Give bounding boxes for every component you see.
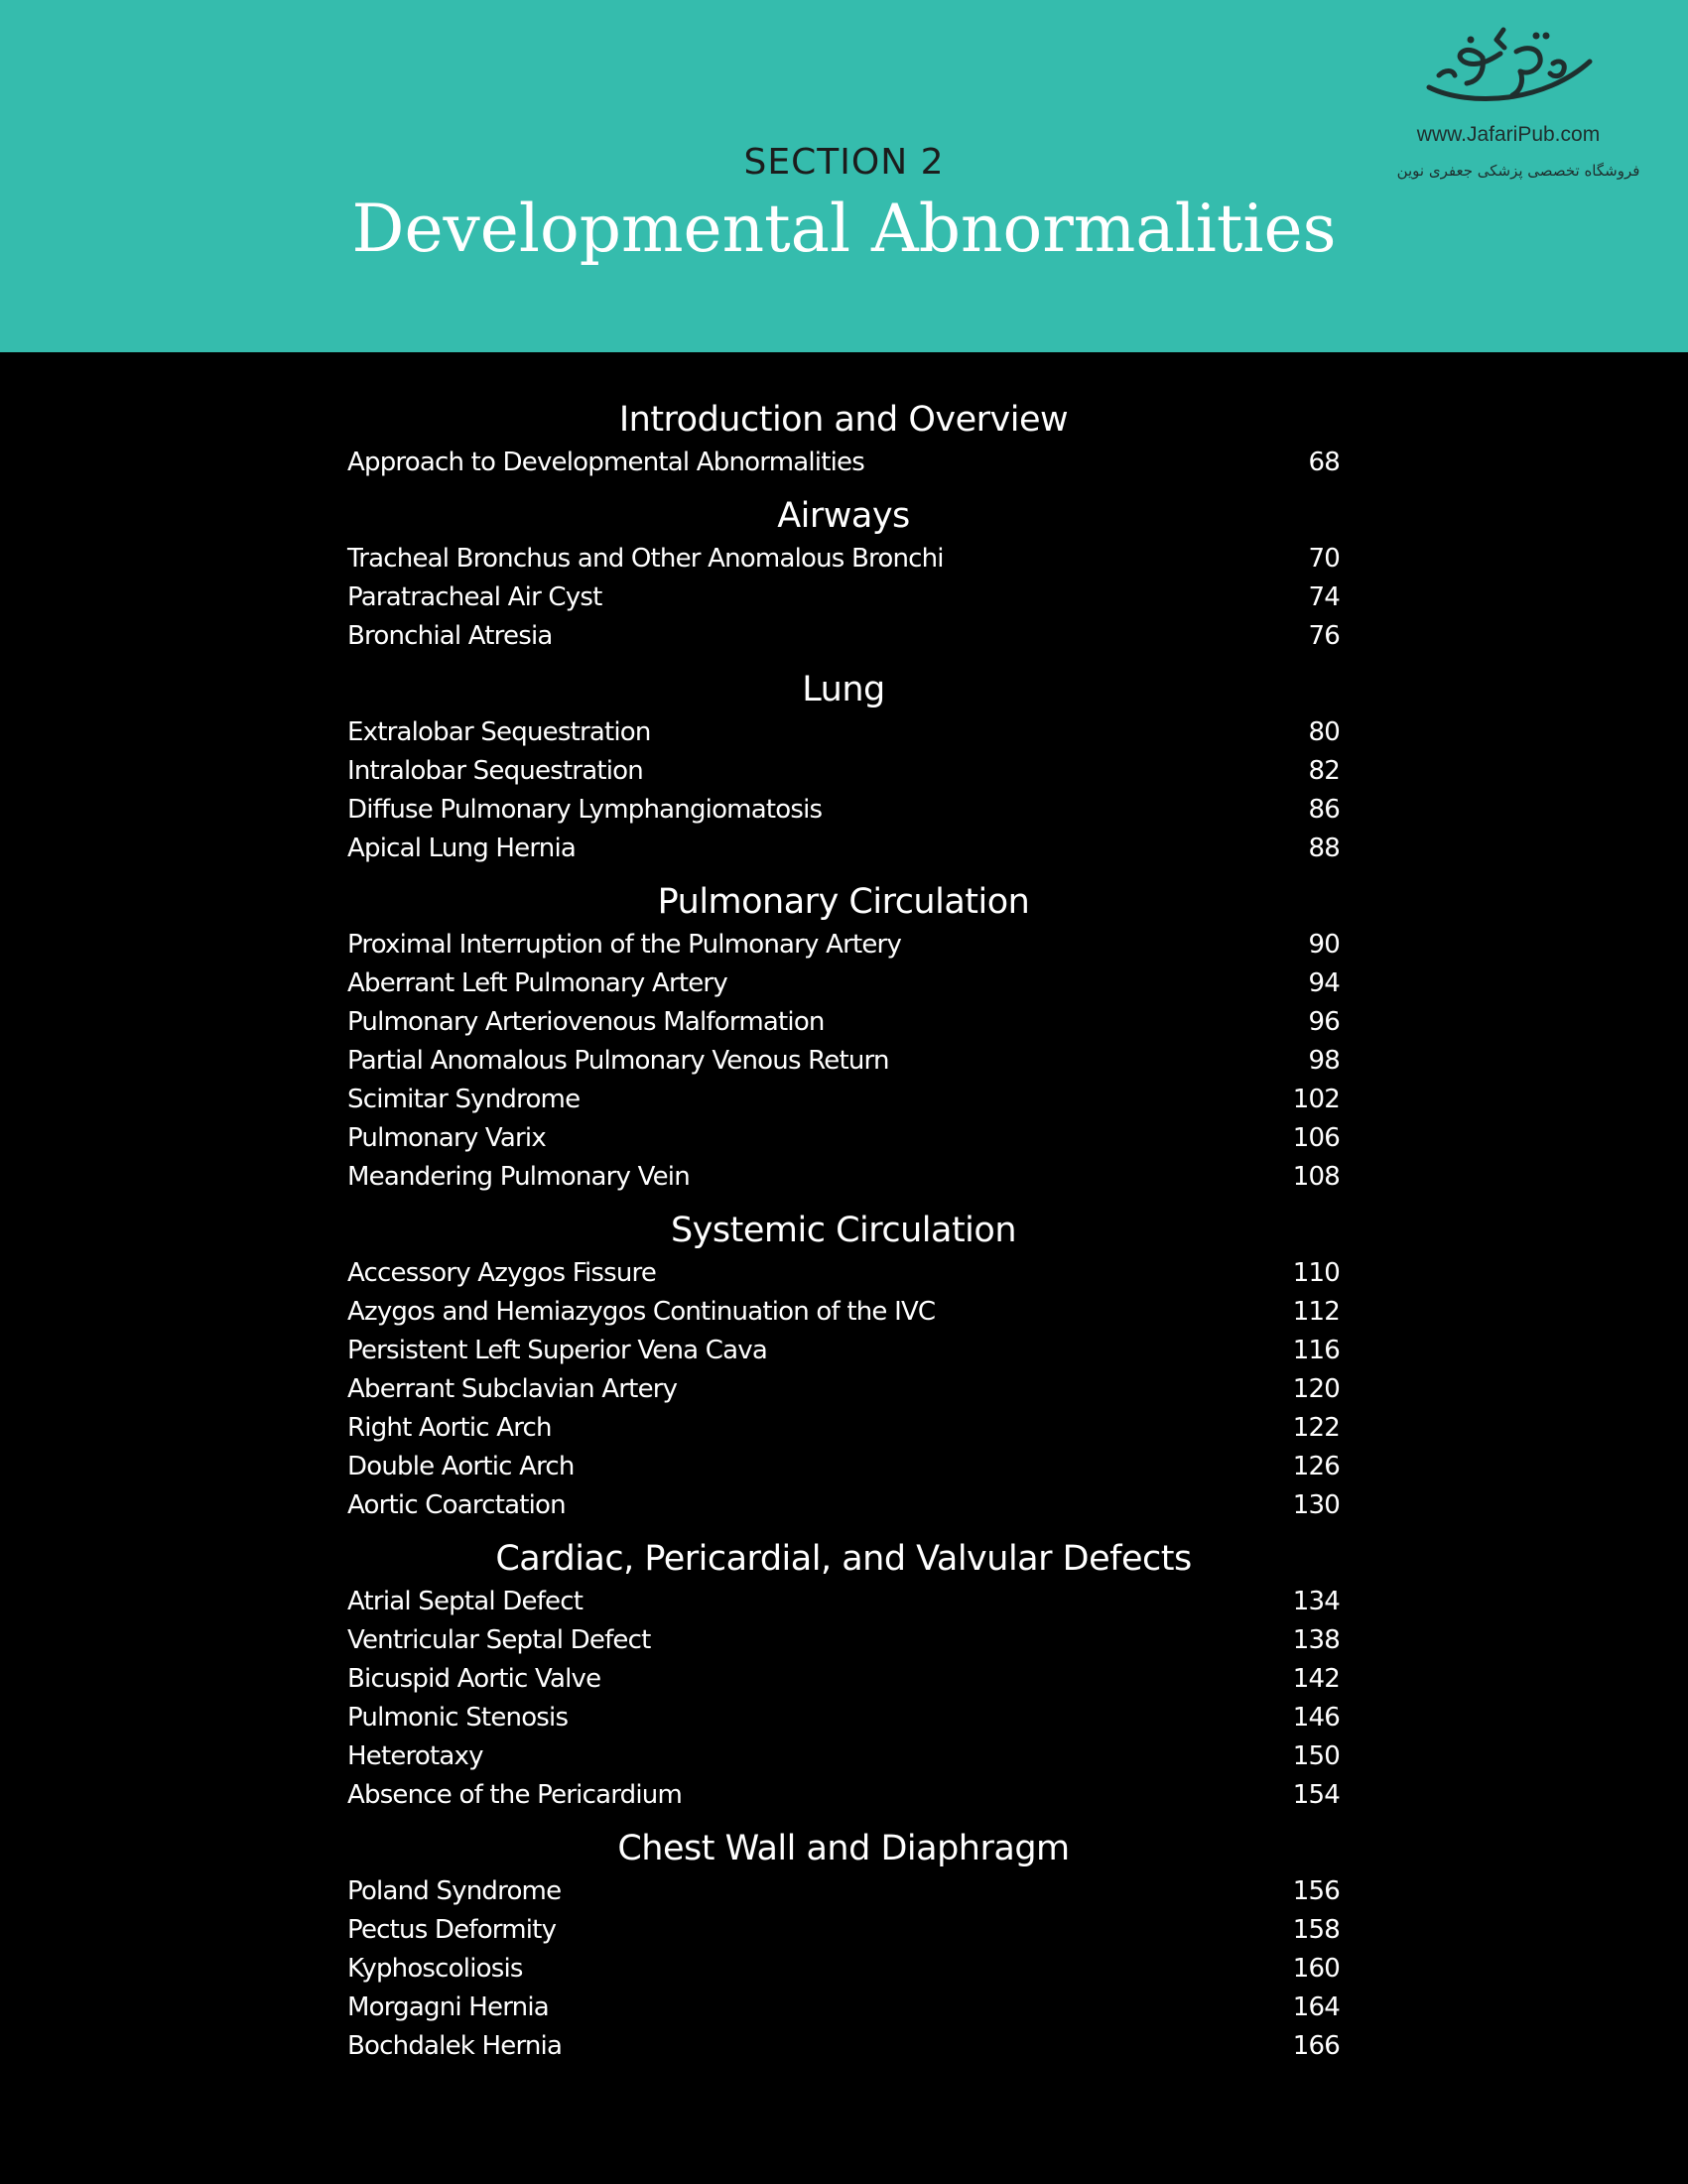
toc-entry-title: Persistent Left Superior Vena Cava	[347, 1336, 767, 1365]
toc-entry	[347, 1332, 1340, 1370]
section-header-banner	[0, 0, 1688, 352]
toc-entry	[347, 1872, 1340, 1911]
toc-entry-title: Proximal Interruption of the Pulmonary Artery	[347, 930, 902, 960]
toc-entry-page-number: 86	[1308, 795, 1340, 825]
toc-entry	[347, 1583, 1340, 1621]
toc-entry-title: Aortic Coarctation	[347, 1490, 566, 1520]
toc-entry-page-number: 142	[1292, 1664, 1340, 1694]
toc-entry-page-number: 76	[1308, 621, 1340, 651]
toc-entry	[347, 1989, 1340, 2027]
toc-group	[347, 1535, 1340, 1815]
toc-entry	[347, 2027, 1340, 2066]
toc-entry	[347, 1119, 1340, 1158]
toc-entry-page-number: 146	[1292, 1703, 1340, 1733]
toc-entry-page-number: 112	[1292, 1297, 1340, 1327]
toc-entry-page-number: 90	[1308, 930, 1340, 960]
toc-group	[347, 1207, 1340, 1525]
toc-group	[347, 1825, 1340, 2066]
toc-entry	[347, 1660, 1340, 1699]
toc-entry-title: Apical Lung Hernia	[347, 834, 576, 863]
toc-entry	[347, 1950, 1340, 1989]
toc-entry-page-number: 134	[1292, 1587, 1340, 1616]
publisher-calligraphy-logo-icon	[1409, 22, 1608, 121]
toc-group-heading: Systemic Circulation	[670, 1211, 1017, 1250]
toc-entry-title: Atrial Septal Defect	[347, 1587, 584, 1616]
toc-entry-title: Bicuspid Aortic Valve	[347, 1664, 601, 1694]
toc-entry	[347, 540, 1340, 578]
toc-entry-page-number: 122	[1292, 1413, 1340, 1443]
toc-group	[347, 492, 1340, 656]
toc-entry-title: Heterotaxy	[347, 1741, 483, 1771]
toc-entry	[347, 1621, 1340, 1660]
toc-entry-title: Scimitar Syndrome	[347, 1085, 581, 1114]
toc-group-heading: Introduction and Overview	[618, 400, 1069, 440]
toc-entry-title: Absence of the Pericardium	[347, 1780, 682, 1810]
toc-entry-title: Paratracheal Air Cyst	[347, 582, 602, 612]
toc-entry-page-number: 82	[1308, 756, 1340, 786]
toc-entry-title: Accessory Azygos Fissure	[347, 1258, 657, 1288]
toc-entry-page-number: 68	[1308, 448, 1340, 477]
toc-entry	[347, 617, 1340, 656]
toc-entry-page-number: 116	[1292, 1336, 1340, 1365]
toc-entry-title: Bochdalek Hernia	[347, 2031, 563, 2061]
toc-entry-title: Pulmonary Arteriovenous Malformation	[347, 1007, 825, 1037]
toc-entry-page-number: 96	[1308, 1007, 1340, 1037]
toc-entry	[347, 1776, 1340, 1815]
toc-entry-title: Extralobar Sequestration	[347, 717, 651, 747]
toc-group	[347, 396, 1340, 482]
toc-entry	[347, 444, 1340, 482]
toc-entry-page-number: 106	[1292, 1123, 1340, 1153]
section-label: SECTION 2	[743, 142, 945, 183]
toc-entry	[347, 1409, 1340, 1448]
toc-entry	[347, 1158, 1340, 1197]
toc-entry	[347, 926, 1340, 964]
toc-entry	[347, 1699, 1340, 1737]
toc-entry-title: Aberrant Left Pulmonary Artery	[347, 968, 727, 998]
toc-entry-page-number: 158	[1292, 1915, 1340, 1945]
toc-entry-page-number: 88	[1308, 834, 1340, 863]
toc-entry-page-number: 130	[1292, 1490, 1340, 1520]
section-title: Developmental Abnormalities	[351, 191, 1337, 267]
publisher-logo	[1389, 22, 1647, 191]
toc-entry-title: Pectus Deformity	[347, 1915, 557, 1945]
toc-entry	[347, 1486, 1340, 1525]
toc-entry-page-number: 126	[1292, 1452, 1340, 1481]
toc-group-heading: Chest Wall and Diaphragm	[617, 1829, 1070, 1868]
toc-entry-page-number: 150	[1292, 1741, 1340, 1771]
toc-entry-page-number: 80	[1308, 717, 1340, 747]
toc-entry	[347, 1370, 1340, 1409]
toc-entry-title: Morgagni Hernia	[347, 1992, 549, 2022]
toc-entry-page-number: 154	[1292, 1780, 1340, 1810]
toc-group-heading: Pulmonary Circulation	[657, 882, 1030, 922]
toc-entry-title: Poland Syndrome	[347, 1876, 562, 1906]
toc-group	[347, 878, 1340, 1197]
toc-entry	[347, 1081, 1340, 1119]
toc-group	[347, 666, 1340, 868]
toc-entry-title: Intralobar Sequestration	[347, 756, 643, 786]
toc-entry	[347, 791, 1340, 830]
toc-entry-page-number: 94	[1308, 968, 1340, 998]
toc-entry-title: Right Aortic Arch	[347, 1413, 552, 1443]
toc-entry-title: Bronchial Atresia	[347, 621, 553, 651]
toc-entry-page-number: 70	[1308, 544, 1340, 574]
toc-entry-page-number: 74	[1308, 582, 1340, 612]
toc-entry-title: Azygos and Hemiazygos Continuation of the IVC	[347, 1297, 936, 1327]
toc-entry	[347, 1911, 1340, 1950]
toc-group-heading: Lung	[802, 670, 885, 709]
toc-entry-title: Aberrant Subclavian Artery	[347, 1374, 678, 1404]
toc-entry-page-number: 108	[1292, 1162, 1340, 1192]
publisher-website: www.JafariPub.com	[1416, 123, 1601, 146]
toc-entry-page-number: 110	[1292, 1258, 1340, 1288]
toc-entry-page-number: 156	[1292, 1876, 1340, 1906]
toc-entry-page-number: 102	[1292, 1085, 1340, 1114]
toc-entry-title: Kyphoscoliosis	[347, 1954, 523, 1984]
toc-entry-title: Double Aortic Arch	[347, 1452, 575, 1481]
toc-entry-page-number: 160	[1292, 1954, 1340, 1984]
toc-entry	[347, 1293, 1340, 1332]
toc-entry-title: Pulmonary Varix	[347, 1123, 546, 1153]
toc-entry	[347, 578, 1340, 617]
toc-entry	[347, 1254, 1340, 1293]
toc-entry	[347, 1042, 1340, 1081]
toc-entry-title: Meandering Pulmonary Vein	[347, 1162, 690, 1192]
toc-entry	[347, 713, 1340, 752]
toc-group-heading: Airways	[777, 496, 910, 536]
toc-entry	[347, 964, 1340, 1003]
toc-entry-title: Pulmonic Stenosis	[347, 1703, 569, 1733]
toc-entry	[347, 752, 1340, 791]
toc-entry-title: Approach to Developmental Abnormalities	[347, 448, 864, 477]
toc-entry-title: Diffuse Pulmonary Lymphangiomatosis	[347, 795, 823, 825]
table-of-contents	[347, 396, 1340, 2076]
toc-entry-page-number: 98	[1308, 1046, 1340, 1076]
toc-entry-title: Ventricular Septal Defect	[347, 1625, 651, 1655]
publisher-tagline: فروشگاه تخصصی پزشکی جعفری نوین	[1396, 162, 1640, 180]
toc-group-heading: Cardiac, Pericardial, and Valvular Defects	[495, 1539, 1192, 1579]
toc-entry-page-number: 120	[1292, 1374, 1340, 1404]
toc-entry-title: Partial Anomalous Pulmonary Venous Return	[347, 1046, 889, 1076]
toc-entry	[347, 830, 1340, 868]
toc-entry	[347, 1448, 1340, 1486]
toc-entry-page-number: 164	[1292, 1992, 1340, 2022]
toc-entry	[347, 1737, 1340, 1776]
toc-entry-page-number: 166	[1292, 2031, 1340, 2061]
toc-entry	[347, 1003, 1340, 1042]
toc-entry-title: Tracheal Bronchus and Other Anomalous Bronchi	[347, 544, 944, 574]
toc-entry-page-number: 138	[1292, 1625, 1340, 1655]
